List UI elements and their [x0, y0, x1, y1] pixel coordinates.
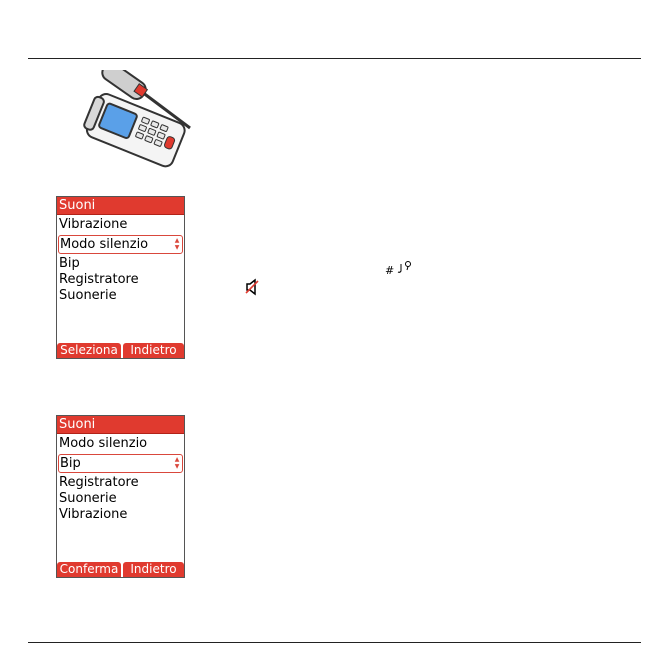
softkey-bar: [57, 343, 184, 358]
menu-item-registratore[interactable]: Registratore: [59, 272, 139, 287]
menu-item-registratore[interactable]: Registratore: [59, 475, 139, 490]
menu-item-modo-silenzio[interactable]: Modo silenzio: [59, 436, 148, 451]
softkey-bar: [57, 562, 184, 577]
mute-speaker-icon: [244, 278, 260, 296]
scroll-arrows-icon: ▲ ▼: [174, 237, 180, 251]
menu-item-suonerie[interactable]: Suonerie: [59, 491, 117, 506]
menu-item-vibrazione[interactable]: Vibrazione: [59, 507, 128, 522]
top-rule: [28, 58, 641, 59]
screen-title: Suoni: [57, 197, 184, 215]
menu-item-bip[interactable]: Bip: [59, 256, 80, 271]
softkey-conferma[interactable]: Conferma: [57, 562, 121, 577]
menu-item-vibrazione[interactable]: Vibrazione: [59, 217, 128, 232]
menu-item-selected-bip[interactable]: Bip ▲ ▼: [58, 454, 183, 473]
menu-item-selected-modo-silenzio[interactable]: Modo silenzio ▲ ▼: [58, 235, 183, 254]
softkey-seleziona[interactable]: Seleziona: [57, 343, 121, 358]
scroll-arrows-icon: ▲ ▼: [174, 456, 180, 470]
screen-title: Suoni: [57, 416, 184, 434]
hash-music-key-icon: [383, 260, 423, 276]
softkey-indietro[interactable]: Indietro: [123, 562, 184, 577]
svg-text:#: #: [385, 264, 395, 276]
softkey-indietro[interactable]: Indietro: [123, 343, 184, 358]
phone-screen-sounds-menu-1: [56, 196, 185, 359]
bottom-rule: [28, 642, 641, 643]
phone-screen-sounds-menu-2: [56, 415, 185, 578]
menu-item-suonerie[interactable]: Suonerie: [59, 288, 117, 303]
phone-screwdriver-illustration: [78, 70, 198, 175]
